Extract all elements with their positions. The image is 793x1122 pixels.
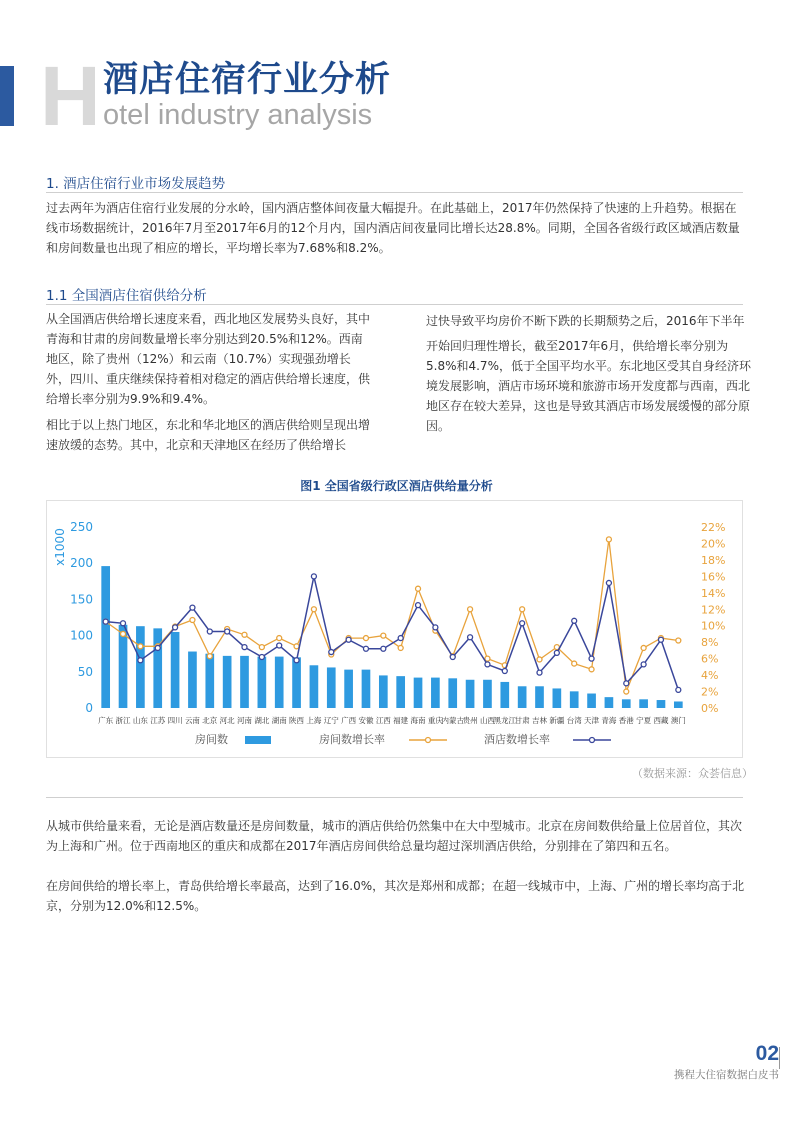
- section-1-1-col2-para2: 开始回归理性增长，截至2017年6月，供给增长率分别为5.8%和4.7%，低于全国平均水平。东北地区受其自身经济环境发展影响，酒店市场环境和旅游市场开发度都与西南，西北地区存在较大差异，这也是导致其酒店市场发展缓慢的部分原因。: [426, 339, 751, 433]
- point-room-growth: [121, 631, 126, 636]
- point-hotel-growth: [416, 603, 421, 608]
- x-tick-label: 福建: [393, 716, 409, 725]
- point-hotel-growth: [468, 635, 473, 640]
- bar-rooms: [396, 676, 405, 708]
- point-hotel-growth: [277, 643, 282, 648]
- point-hotel-growth: [346, 637, 351, 642]
- point-hotel-growth: [173, 625, 178, 630]
- section-divider: [46, 304, 743, 305]
- bar-rooms: [344, 670, 353, 708]
- header-accent-bar: [0, 66, 14, 126]
- x-tick-label: 海南: [410, 716, 426, 725]
- x-tick-label: 山东: [132, 716, 148, 725]
- point-hotel-growth: [329, 650, 334, 655]
- right-axis-tick: 6%: [701, 652, 719, 666]
- header-big-letter: H: [40, 49, 101, 143]
- right-axis-tick: 20%: [701, 537, 726, 551]
- bar-rooms: [153, 628, 162, 708]
- point-room-growth: [520, 607, 525, 612]
- point-hotel-growth: [537, 670, 542, 675]
- x-tick-label: 河北: [219, 716, 235, 725]
- point-hotel-growth: [676, 687, 681, 692]
- point-room-growth: [676, 638, 681, 643]
- right-axis-tick: 18%: [701, 553, 726, 567]
- point-room-growth: [572, 661, 577, 666]
- x-tick-label: 江苏: [150, 716, 166, 725]
- section-divider: [46, 192, 743, 193]
- x-tick-label: 广东: [98, 716, 114, 725]
- point-room-growth: [311, 607, 316, 612]
- legend-marker-hotel-growth: [590, 738, 595, 743]
- x-tick-label: 新疆: [549, 716, 565, 725]
- point-hotel-growth: [381, 646, 386, 651]
- bar-rooms: [362, 670, 371, 708]
- point-room-growth: [259, 645, 264, 650]
- bar-rooms: [674, 701, 683, 708]
- right-axis-tick: 16%: [701, 570, 726, 584]
- page-subtitle-en: otel industry analysis: [103, 99, 373, 131]
- bar-rooms: [275, 657, 284, 708]
- point-room-growth: [606, 537, 611, 542]
- bar-rooms: [553, 688, 562, 708]
- bar-rooms: [500, 682, 509, 708]
- point-room-growth: [294, 644, 299, 649]
- point-hotel-growth: [433, 625, 438, 630]
- bar-rooms: [205, 654, 214, 708]
- section-1-body: 过去两年为酒店住宿行业发展的分水岭，国内酒店整体间夜量大幅提升。在此基础上，2017年仍然保持了快速的上升趋势。根据在线市场数据统计，2016年7月至2017年6月的12个月内，国内酒店间夜量同比增长达28.8%。同期，全国各省级行政区域酒店数量和房间数量也出现了相应的增长，平均增长率为7.68%和8.2%。: [46, 201, 740, 255]
- x-tick-label: 西藏: [653, 716, 669, 725]
- point-hotel-growth: [520, 621, 525, 626]
- right-axis-tick: 14%: [701, 586, 726, 600]
- point-hotel-growth: [207, 629, 212, 634]
- page-number-divider: [779, 1047, 780, 1069]
- point-hotel-growth: [311, 574, 316, 579]
- section-1-1-col1-para1: 从全国酒店供给增长速度来看，西北地区发展势头良好，其中青海和甘肃的房间数量增长率分别达到20.5%和12%。西南地区，除了贵州（12%）和云南（10.7%）实现强劲增长外，四川、重庆继续保持着相对稳定的酒店供给增长速度，供给增长率分别为9.9%和9.4%。: [46, 312, 371, 406]
- section-heading-1: 1. 酒店住宿行业市场发展趋势: [46, 176, 226, 192]
- page-title: 酒店住宿行业分析: [103, 60, 392, 100]
- x-tick-label: 上海: [306, 716, 322, 725]
- section-heading-1-1: 1.1 全国酒店住宿供给分析: [46, 288, 207, 304]
- x-tick-label: 浙江: [115, 716, 131, 725]
- legend-label-rooms: 房间数: [195, 733, 228, 746]
- right-axis-tick: 10%: [701, 619, 726, 633]
- point-hotel-growth: [485, 662, 490, 667]
- point-room-growth: [624, 689, 629, 694]
- bar-rooms: [292, 657, 301, 708]
- point-hotel-growth: [138, 658, 143, 663]
- bar-rooms: [622, 699, 631, 708]
- right-axis-tick: 2%: [701, 685, 719, 699]
- x-tick-label: 山西: [479, 716, 495, 725]
- point-room-growth: [537, 657, 542, 662]
- point-room-growth: [138, 644, 143, 649]
- x-tick-label: 宁夏: [636, 716, 652, 725]
- bar-rooms: [240, 656, 249, 708]
- bar-rooms: [223, 656, 232, 708]
- point-room-growth: [363, 636, 368, 641]
- left-axis-tick: 50: [77, 664, 93, 679]
- figure-title: 图1 全国省级行政区酒店供给量分析: [300, 479, 493, 493]
- left-axis-tick: 200: [70, 556, 93, 571]
- point-hotel-growth: [589, 656, 594, 661]
- x-tick-label: 北京: [202, 716, 218, 725]
- bar-rooms: [518, 686, 527, 708]
- point-hotel-growth: [554, 650, 559, 655]
- left-axis-tick: 250: [70, 520, 93, 534]
- legend-marker-room-growth: [426, 738, 431, 743]
- x-tick-label: 陕西: [289, 716, 305, 725]
- left-axis-tick: 100: [70, 628, 93, 643]
- x-tick-label: 四川: [167, 716, 183, 725]
- right-axis-tick: 0%: [701, 702, 719, 715]
- point-hotel-growth: [606, 580, 611, 585]
- bar-rooms: [171, 632, 180, 708]
- x-tick-label: 湖南: [271, 716, 287, 725]
- bar-rooms: [414, 678, 423, 708]
- point-room-growth: [242, 632, 247, 637]
- x-tick-label: 香港: [618, 716, 634, 725]
- left-axis-tick: 0: [85, 701, 93, 715]
- bar-rooms: [535, 686, 544, 708]
- point-hotel-growth: [259, 654, 264, 659]
- section-1-1-col1-para2: 相比于以上热门地区，东北和华北地区的酒店供给则呈现出增速放缓的态势。其中，北京和天津地区在经历了供给增长: [46, 418, 371, 452]
- left-axis-tick: 150: [70, 592, 93, 607]
- bar-rooms: [657, 700, 666, 708]
- right-axis-tick: 4%: [701, 669, 719, 683]
- section-divider: [46, 797, 743, 798]
- point-hotel-growth: [121, 621, 126, 626]
- point-hotel-growth: [450, 654, 455, 659]
- x-tick-label: 内蒙古: [441, 716, 464, 725]
- x-tick-label: 广西: [341, 716, 357, 725]
- point-hotel-growth: [502, 668, 507, 673]
- bar-rooms: [136, 626, 145, 708]
- x-tick-label: 河南: [237, 716, 252, 725]
- legend-label-hotel-growth: 酒店数增长率: [484, 733, 550, 746]
- bar-rooms: [258, 657, 267, 708]
- point-room-growth: [190, 617, 195, 622]
- point-hotel-growth: [363, 646, 368, 651]
- bar-rooms: [466, 680, 475, 708]
- bar-rooms: [587, 694, 596, 708]
- bar-rooms: [119, 625, 128, 708]
- point-hotel-growth: [155, 645, 160, 650]
- bar-rooms: [101, 566, 110, 708]
- bar-rooms: [448, 678, 457, 708]
- bar-rooms: [570, 691, 579, 708]
- bar-rooms: [310, 665, 319, 708]
- point-hotel-growth: [103, 619, 108, 624]
- legend-swatch-rooms: [245, 736, 271, 744]
- page-number: 02: [755, 1042, 779, 1065]
- section-1-1-col2-para1: 过快导致平均房价不断下跌的长期颓势之后，2016年下半年: [426, 314, 745, 328]
- supply-chart: [46, 500, 743, 758]
- x-tick-label: 贵州: [462, 716, 478, 725]
- point-hotel-growth: [641, 662, 646, 667]
- point-room-growth: [381, 633, 386, 638]
- x-tick-label: 安徽: [358, 716, 374, 725]
- x-tick-label: 云南: [184, 716, 200, 725]
- x-tick-label: 湖北: [254, 716, 270, 725]
- bar-rooms: [483, 680, 492, 708]
- x-tick-label: 台湾: [566, 716, 582, 725]
- legend-label-room-growth: 房间数增长率: [319, 733, 385, 746]
- bar-rooms: [379, 675, 388, 708]
- right-axis-tick: 8%: [701, 636, 719, 650]
- x-tick-label: 江西: [375, 716, 391, 725]
- point-room-growth: [641, 645, 646, 650]
- point-hotel-growth: [190, 605, 195, 610]
- chart-svg: [47, 501, 744, 759]
- x-tick-label: 吉林: [532, 716, 547, 725]
- x-tick-label: 天津: [584, 716, 600, 725]
- point-room-growth: [589, 667, 594, 672]
- point-room-growth: [416, 586, 421, 591]
- x-tick-label: 重庆: [427, 716, 443, 725]
- bar-rooms: [605, 697, 614, 708]
- point-hotel-growth: [398, 636, 403, 641]
- point-hotel-growth: [225, 629, 230, 634]
- point-hotel-growth: [624, 681, 629, 686]
- point-hotel-growth: [658, 637, 663, 642]
- data-source: （数据来源：众荟信息）: [632, 767, 753, 780]
- city-supply-para2: 在房间供给的增长率上，青岛供给增长率最高，达到了16.0%，其次是郑州和成都；在超一线城市中，上海、广州的增长率均高于北京，分别为12.0%和12.5%。: [46, 879, 745, 913]
- point-room-growth: [468, 607, 473, 612]
- right-axis-tick: 12%: [701, 603, 726, 617]
- bar-rooms: [188, 652, 197, 708]
- point-hotel-growth: [294, 658, 299, 663]
- left-axis-label: x1000: [53, 528, 67, 566]
- point-room-growth: [398, 645, 403, 650]
- x-tick-label: 澳门: [670, 716, 686, 725]
- city-supply-para1: 从城市供给量来看，无论是酒店数量还是房间数量，城市的酒店供给仍然集中在大中型城市。北京在房间数供给量上位居首位，其次为上海和广州。位于西南地区的重庆和成都在2017年酒店房间供给总量均超过深圳酒店供给，分别排在了第四和五名。: [46, 819, 743, 853]
- bar-rooms: [327, 667, 336, 708]
- right-axis-tick: 22%: [701, 521, 726, 534]
- point-hotel-growth: [242, 645, 247, 650]
- x-tick-label: 辽宁: [323, 716, 339, 725]
- x-tick-label: 甘肃: [514, 716, 530, 725]
- footer-book-title: 携程大住宿数据白皮书: [674, 1069, 779, 1081]
- point-room-growth: [207, 654, 212, 659]
- bar-rooms: [639, 699, 648, 708]
- bar-rooms: [431, 678, 440, 708]
- point-room-growth: [277, 636, 282, 641]
- x-tick-label: 青海: [601, 716, 617, 725]
- x-tick-label: 黑龙江: [493, 716, 517, 725]
- point-hotel-growth: [572, 618, 577, 623]
